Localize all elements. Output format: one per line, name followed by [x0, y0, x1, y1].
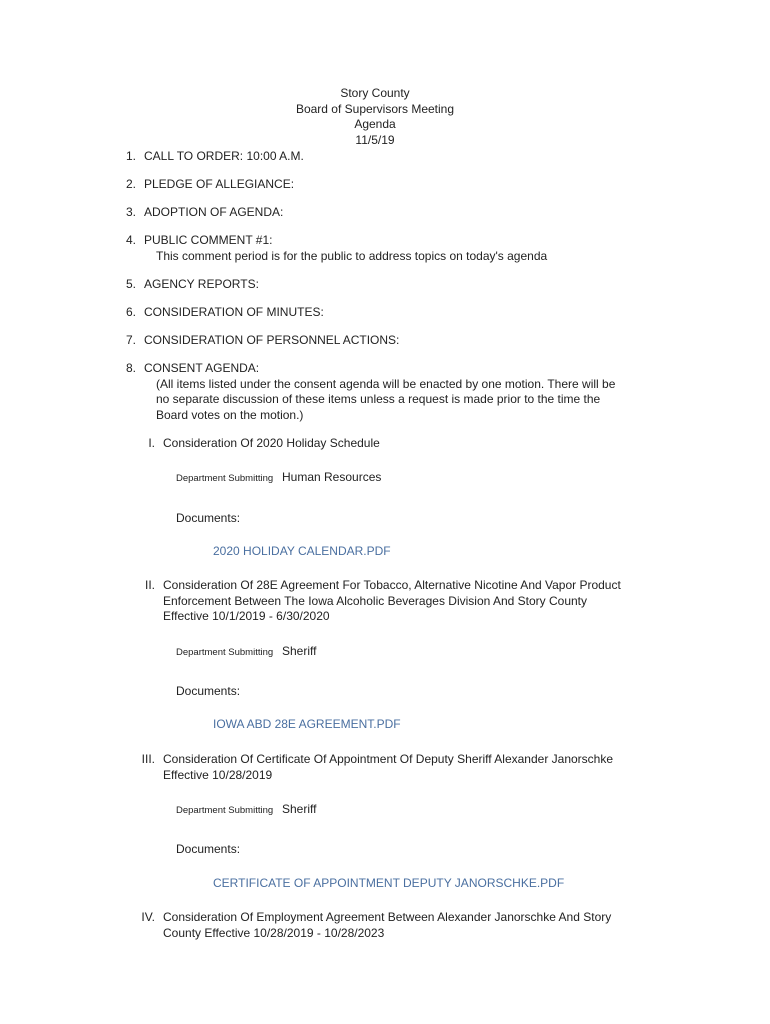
consent-numeral: IV. — [141, 910, 155, 924]
item-number: 2. — [125, 177, 136, 191]
item-label: ADOPTION OF AGENDA: — [144, 205, 284, 219]
item-number: 3. — [125, 205, 136, 219]
item-label: PUBLIC COMMENT #1: — [144, 233, 273, 247]
item-number: 1. — [125, 149, 136, 163]
item-label: CONSENT AGENDA: — [144, 361, 260, 375]
consent-title: Effective 10/28/2019 — [163, 768, 273, 782]
dept-label: Department Submitting — [176, 805, 274, 816]
item-note-line: no separate discussion of these items unless a request is made prior to the time the — [156, 392, 601, 406]
consent-numeral: I. — [148, 436, 155, 450]
org-name: Story County — [340, 86, 410, 100]
dept-label: Department Submitting — [176, 473, 274, 484]
item-label: AGENCY REPORTS: — [144, 277, 259, 291]
consent-numeral: II. — [144, 578, 155, 592]
consent-title: Consideration Of 28E Agreement For Tobacco, Alternative Nicotine And Vapor Product — [163, 578, 621, 592]
dept-value: Sheriff — [282, 802, 317, 816]
consent-title: Consideration Of Certificate Of Appointment Of Deputy Sheriff Alexander Janorschke — [163, 752, 614, 766]
meeting-date: 11/5/19 — [355, 132, 395, 147]
item-number: 4. — [125, 233, 136, 247]
dept-label: Department Submitting — [176, 647, 274, 658]
item-label: CALL TO ORDER: 10:00 A.M. — [144, 149, 304, 163]
document-link[interactable]: 2020 HOLIDAY CALENDAR.PDF — [213, 544, 391, 558]
document-link[interactable]: CERTIFICATE OF APPOINTMENT DEPUTY JANORSCHKE.PDF — [213, 876, 565, 890]
consent-title: Enforcement Between The Iowa Alcoholic Beverages Division And Story County — [163, 594, 588, 608]
documents-label: Documents: — [176, 511, 241, 525]
documents-label: Documents: — [176, 842, 241, 856]
item-label: PLEDGE OF ALLEGIANCE: — [144, 177, 295, 191]
consent-title: Consideration Of Employment Agreement Between Alexander Janorschke And Story — [163, 910, 612, 924]
consent-numeral: III. — [141, 752, 155, 766]
page-title: Agenda — [354, 117, 396, 131]
meeting-name: Board of Supervisors Meeting — [295, 101, 455, 116]
document-link[interactable]: IOWA ABD 28E AGREEMENT.PDF — [213, 717, 401, 731]
item-label: CONSIDERATION OF PERSONNEL ACTIONS: — [144, 333, 400, 347]
item-note-line: (All items listed under the consent agenda will be enacted by one motion. There will be — [156, 377, 616, 391]
item-number: 8. — [125, 361, 136, 375]
consent-title: Consideration Of 2020 Holiday Schedule — [163, 436, 380, 450]
item-number: 5. — [125, 277, 136, 291]
item-note-line: Board votes on the motion.) — [156, 408, 304, 422]
consent-title: County Effective 10/28/2019 - 10/28/2023 — [163, 926, 385, 940]
dept-value: Sheriff — [282, 644, 317, 658]
agenda-header — [0, 86, 750, 148]
item-label: CONSIDERATION OF MINUTES: — [144, 305, 324, 319]
dept-value: Human Resources — [282, 470, 382, 484]
item-number: 7. — [125, 333, 136, 347]
consent-title: Effective 10/1/2019 - 6/30/2020 — [163, 609, 330, 623]
item-number: 6. — [125, 305, 136, 319]
item-note: This comment period is for the public to address topics on today's agenda — [156, 249, 548, 263]
documents-label: Documents: — [176, 684, 241, 698]
